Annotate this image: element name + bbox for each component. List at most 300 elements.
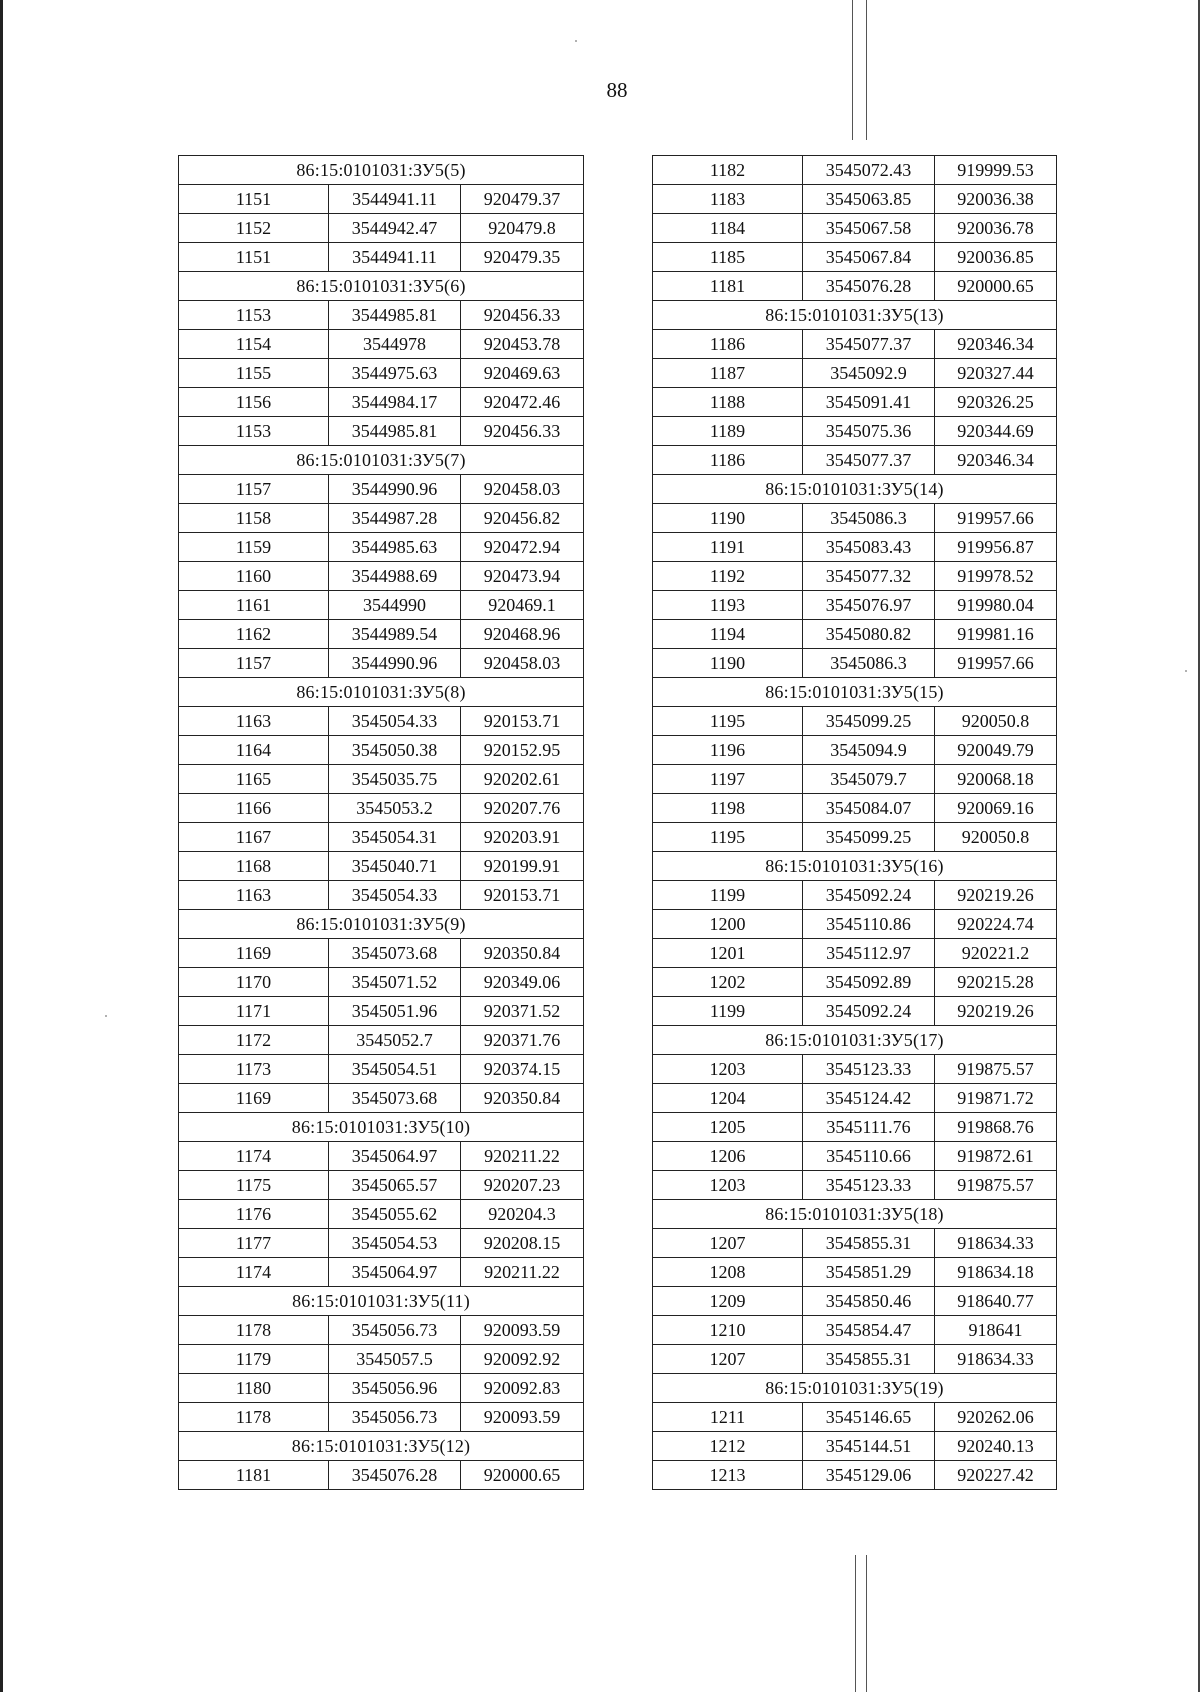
table-row [653, 1055, 1057, 1084]
point-number: 1213 [653, 1461, 803, 1490]
coordinate-y: 919875.57 [935, 1055, 1057, 1084]
coordinate-x: 3545073.68 [329, 939, 461, 968]
table-row [179, 1200, 584, 1229]
coordinate-y: 919868.76 [935, 1113, 1057, 1142]
coordinate-y: 920207.76 [461, 794, 584, 823]
coordinate-y: 919980.04 [935, 591, 1057, 620]
table-row [179, 214, 584, 243]
table-row [653, 330, 1057, 359]
table-row [179, 475, 584, 504]
parcel-id: 86:15:0101031:ЗУ5(10) [179, 1113, 584, 1142]
table-row [179, 794, 584, 823]
point-number: 1169 [179, 1084, 329, 1113]
point-number: 1152 [179, 214, 329, 243]
scan-mark-bottom [855, 1555, 856, 1692]
parcel-header-row [653, 1200, 1057, 1229]
point-number: 1186 [653, 330, 803, 359]
coordinate-x: 3545056.73 [329, 1403, 461, 1432]
coordinate-x: 3544978 [329, 330, 461, 359]
table-row [653, 359, 1057, 388]
coordinate-y: 920000.65 [935, 272, 1057, 301]
parcel-id: 86:15:0101031:ЗУ5(9) [179, 910, 584, 939]
parcel-id: 86:15:0101031:ЗУ5(18) [653, 1200, 1057, 1229]
table-row [653, 1461, 1057, 1490]
parcel-header-row [653, 475, 1057, 504]
coordinate-x: 3545854.47 [803, 1316, 935, 1345]
point-number: 1172 [179, 1026, 329, 1055]
scan-mark-bottom-2 [866, 1555, 867, 1692]
point-number: 1153 [179, 301, 329, 330]
coordinate-y: 920211.22 [461, 1258, 584, 1287]
point-number: 1178 [179, 1316, 329, 1345]
coordinate-x: 3545077.37 [803, 330, 935, 359]
table-row [179, 968, 584, 997]
table-row [179, 1345, 584, 1374]
coordinate-y: 920349.06 [461, 968, 584, 997]
table-row [179, 330, 584, 359]
table-row [653, 562, 1057, 591]
coordinate-x: 3545054.51 [329, 1055, 461, 1084]
coordinate-x: 3545111.76 [803, 1113, 935, 1142]
table-row [653, 243, 1057, 272]
coordinate-x: 3545099.25 [803, 823, 935, 852]
point-number: 1157 [179, 649, 329, 678]
coordinate-x: 3545091.41 [803, 388, 935, 417]
point-number: 1198 [653, 794, 803, 823]
coordinate-y: 918634.18 [935, 1258, 1057, 1287]
coordinate-x: 3545076.97 [803, 591, 935, 620]
table-row [179, 881, 584, 910]
coordinate-x: 3545084.07 [803, 794, 935, 823]
parcel-id: 86:15:0101031:ЗУ5(6) [179, 272, 584, 301]
coordinate-y: 920453.78 [461, 330, 584, 359]
coordinates-table-left [178, 155, 584, 1490]
point-number: 1151 [179, 185, 329, 214]
point-number: 1160 [179, 562, 329, 591]
coordinate-x: 3545092.9 [803, 359, 935, 388]
table-row [179, 1055, 584, 1084]
point-number: 1176 [179, 1200, 329, 1229]
coordinate-y: 920203.91 [461, 823, 584, 852]
parcel-id: 86:15:0101031:ЗУ5(19) [653, 1374, 1057, 1403]
coordinate-y: 920153.71 [461, 881, 584, 910]
coordinate-x: 3545057.5 [329, 1345, 461, 1374]
point-number: 1190 [653, 649, 803, 678]
coordinate-y: 920050.8 [935, 707, 1057, 736]
coordinate-y: 919957.66 [935, 649, 1057, 678]
coordinate-y: 920036.38 [935, 185, 1057, 214]
parcel-header-row [179, 910, 584, 939]
coordinate-x: 3545063.85 [803, 185, 935, 214]
coordinate-x: 3545851.29 [803, 1258, 935, 1287]
coordinate-y: 920374.15 [461, 1055, 584, 1084]
coordinate-y: 920371.52 [461, 997, 584, 1026]
coordinate-x: 3545855.31 [803, 1345, 935, 1374]
scan-mark-top [852, 0, 853, 140]
table-row [653, 185, 1057, 214]
coordinate-x: 3545067.84 [803, 243, 935, 272]
point-number: 1164 [179, 736, 329, 765]
parcel-header-row [653, 1374, 1057, 1403]
table-row [653, 591, 1057, 620]
coordinate-y: 920469.63 [461, 359, 584, 388]
point-number: 1192 [653, 562, 803, 591]
parcel-id: 86:15:0101031:ЗУ5(13) [653, 301, 1057, 330]
point-number: 1166 [179, 794, 329, 823]
coordinate-y: 920327.44 [935, 359, 1057, 388]
coordinate-y: 920344.69 [935, 417, 1057, 446]
table-row [653, 1229, 1057, 1258]
coordinate-y: 919872.61 [935, 1142, 1057, 1171]
coordinate-y: 920479.8 [461, 214, 584, 243]
table-row [653, 156, 1057, 185]
parcel-header-row [653, 301, 1057, 330]
coordinate-y: 920093.59 [461, 1316, 584, 1345]
parcel-id: 86:15:0101031:ЗУ5(16) [653, 852, 1057, 881]
coordinate-x: 3545071.52 [329, 968, 461, 997]
coordinate-x: 3545083.43 [803, 533, 935, 562]
coordinate-y: 920204.3 [461, 1200, 584, 1229]
point-number: 1195 [653, 823, 803, 852]
scan-speck [105, 1015, 107, 1017]
coordinate-y: 920153.71 [461, 707, 584, 736]
table-row [653, 881, 1057, 910]
parcel-id: 86:15:0101031:ЗУ5(17) [653, 1026, 1057, 1055]
coordinate-x: 3545123.33 [803, 1171, 935, 1200]
coordinate-x: 3545040.71 [329, 852, 461, 881]
table-row [179, 185, 584, 214]
point-number: 1207 [653, 1345, 803, 1374]
coordinate-y: 920346.34 [935, 446, 1057, 475]
coordinate-y: 920000.65 [461, 1461, 584, 1490]
coordinate-x: 3544941.11 [329, 243, 461, 272]
point-number: 1184 [653, 214, 803, 243]
point-number: 1193 [653, 591, 803, 620]
table-row [179, 417, 584, 446]
coordinate-y: 918634.33 [935, 1229, 1057, 1258]
table-row [653, 939, 1057, 968]
coordinate-x: 3545112.97 [803, 939, 935, 968]
point-number: 1199 [653, 997, 803, 1026]
table-row [179, 388, 584, 417]
table-row [653, 1142, 1057, 1171]
table-row [179, 1316, 584, 1345]
coordinate-x: 3545067.58 [803, 214, 935, 243]
coordinate-y: 920092.83 [461, 1374, 584, 1403]
coordinate-x: 3545123.33 [803, 1055, 935, 1084]
coordinate-x: 3544941.11 [329, 185, 461, 214]
table-row [653, 794, 1057, 823]
point-number: 1187 [653, 359, 803, 388]
coordinate-y: 920219.26 [935, 881, 1057, 910]
table-row [179, 1084, 584, 1113]
coordinate-y: 920458.03 [461, 649, 584, 678]
point-number: 1210 [653, 1316, 803, 1345]
coordinates-table-left-body [179, 156, 584, 1490]
coordinate-y: 919956.87 [935, 533, 1057, 562]
table-row [179, 1229, 584, 1258]
coordinate-x: 3545073.68 [329, 1084, 461, 1113]
point-number: 1163 [179, 707, 329, 736]
coordinate-x: 3545129.06 [803, 1461, 935, 1490]
point-number: 1169 [179, 939, 329, 968]
parcel-header-row [179, 272, 584, 301]
coordinate-y: 920468.96 [461, 620, 584, 649]
table-row [653, 910, 1057, 939]
parcel-header-row [179, 1432, 584, 1461]
coordinate-y: 920473.94 [461, 562, 584, 591]
point-number: 1203 [653, 1171, 803, 1200]
point-number: 1189 [653, 417, 803, 446]
coordinate-x: 3545144.51 [803, 1432, 935, 1461]
coordinate-y: 919875.57 [935, 1171, 1057, 1200]
coordinate-y: 920092.92 [461, 1345, 584, 1374]
point-number: 1153 [179, 417, 329, 446]
coordinate-y: 919981.16 [935, 620, 1057, 649]
coordinate-x: 3545094.9 [803, 736, 935, 765]
coordinate-y: 920224.74 [935, 910, 1057, 939]
point-number: 1206 [653, 1142, 803, 1171]
scan-speck [1185, 670, 1187, 672]
coordinate-x: 3545054.53 [329, 1229, 461, 1258]
table-row [179, 1374, 584, 1403]
table-row [653, 997, 1057, 1026]
coordinate-y: 920093.59 [461, 1403, 584, 1432]
coordinate-x: 3544990.96 [329, 475, 461, 504]
table-row [179, 1171, 584, 1200]
table-row [179, 359, 584, 388]
point-number: 1196 [653, 736, 803, 765]
table-row [179, 243, 584, 272]
coordinate-x: 3545092.89 [803, 968, 935, 997]
point-number: 1203 [653, 1055, 803, 1084]
point-number: 1167 [179, 823, 329, 852]
coordinate-y: 920227.42 [935, 1461, 1057, 1490]
table-row [179, 1142, 584, 1171]
coordinate-y: 920202.61 [461, 765, 584, 794]
table-row [653, 1084, 1057, 1113]
point-number: 1212 [653, 1432, 803, 1461]
parcel-id: 86:15:0101031:ЗУ5(12) [179, 1432, 584, 1461]
coordinate-y: 920350.84 [461, 939, 584, 968]
coordinate-x: 3545072.43 [803, 156, 935, 185]
table-row [653, 533, 1057, 562]
coordinate-y: 920036.85 [935, 243, 1057, 272]
parcel-id: 86:15:0101031:ЗУ5(8) [179, 678, 584, 707]
table-row [653, 214, 1057, 243]
point-number: 1202 [653, 968, 803, 997]
table-row [653, 1432, 1057, 1461]
table-row [179, 707, 584, 736]
coordinate-y: 918640.77 [935, 1287, 1057, 1316]
parcel-header-row [179, 1113, 584, 1142]
table-row [179, 1258, 584, 1287]
table-row [179, 823, 584, 852]
coordinate-x: 3545054.33 [329, 881, 461, 910]
coordinates-table-right [652, 155, 1057, 1490]
table-row [653, 1403, 1057, 1432]
point-number: 1154 [179, 330, 329, 359]
coordinate-y: 920199.91 [461, 852, 584, 881]
coordinate-x: 3545086.3 [803, 649, 935, 678]
coordinate-x: 3544990 [329, 591, 461, 620]
coordinate-x: 3545064.97 [329, 1258, 461, 1287]
coordinate-x: 3545055.62 [329, 1200, 461, 1229]
table-row [653, 388, 1057, 417]
coordinate-y: 919871.72 [935, 1084, 1057, 1113]
coordinate-x: 3544985.81 [329, 301, 461, 330]
table-row [653, 736, 1057, 765]
coordinate-x: 3545146.65 [803, 1403, 935, 1432]
coordinate-x: 3545077.37 [803, 446, 935, 475]
point-number: 1195 [653, 707, 803, 736]
table-row [179, 533, 584, 562]
coordinate-y: 920472.94 [461, 533, 584, 562]
table-row [179, 301, 584, 330]
point-number: 1197 [653, 765, 803, 794]
coordinate-y: 920219.26 [935, 997, 1057, 1026]
point-number: 1156 [179, 388, 329, 417]
point-number: 1200 [653, 910, 803, 939]
table-row [653, 649, 1057, 678]
point-number: 1181 [179, 1461, 329, 1490]
scan-left-border [0, 0, 3, 1692]
parcel-id: 86:15:0101031:ЗУ5(7) [179, 446, 584, 475]
table-row [653, 620, 1057, 649]
coordinate-y: 920472.46 [461, 388, 584, 417]
coordinate-y: 919978.52 [935, 562, 1057, 591]
parcel-id: 86:15:0101031:ЗУ5(15) [653, 678, 1057, 707]
coordinate-y: 920215.28 [935, 968, 1057, 997]
parcel-header-row [179, 446, 584, 475]
table-row [179, 1026, 584, 1055]
coordinate-x: 3545035.75 [329, 765, 461, 794]
coordinate-y: 920371.76 [461, 1026, 584, 1055]
point-number: 1211 [653, 1403, 803, 1432]
table-row [179, 620, 584, 649]
coordinate-x: 3545092.24 [803, 881, 935, 910]
table-row [179, 997, 584, 1026]
parcel-header-row [653, 1026, 1057, 1055]
coordinate-x: 3545079.7 [803, 765, 935, 794]
table-row [653, 272, 1057, 301]
coordinate-x: 3544985.63 [329, 533, 461, 562]
point-number: 1204 [653, 1084, 803, 1113]
coordinate-x: 3544990.96 [329, 649, 461, 678]
coordinate-y: 920262.06 [935, 1403, 1057, 1432]
table-row [179, 765, 584, 794]
coordinate-y: 920456.33 [461, 301, 584, 330]
table-row [653, 1287, 1057, 1316]
coordinate-y: 919957.66 [935, 504, 1057, 533]
point-number: 1205 [653, 1113, 803, 1142]
point-number: 1155 [179, 359, 329, 388]
page-number: 88 [606, 78, 628, 102]
table-row [653, 823, 1057, 852]
coordinate-x: 3545110.86 [803, 910, 935, 939]
parcel-header-row [179, 1287, 584, 1316]
point-number: 1191 [653, 533, 803, 562]
coordinate-y: 920036.78 [935, 214, 1057, 243]
point-number: 1180 [179, 1374, 329, 1403]
point-number: 1163 [179, 881, 329, 910]
coordinate-y: 920221.2 [935, 939, 1057, 968]
point-number: 1170 [179, 968, 329, 997]
scan-speck [575, 40, 577, 42]
coordinate-y: 920456.33 [461, 417, 584, 446]
coordinate-x: 3545855.31 [803, 1229, 935, 1258]
coordinate-x: 3545053.2 [329, 794, 461, 823]
coordinate-y: 920479.35 [461, 243, 584, 272]
table-row [653, 1171, 1057, 1200]
coordinate-x: 3545076.28 [329, 1461, 461, 1490]
scan-mark-top-2 [866, 0, 867, 140]
point-number: 1174 [179, 1142, 329, 1171]
parcel-header-row [179, 156, 584, 185]
coordinate-x: 3545076.28 [803, 272, 935, 301]
point-number: 1199 [653, 881, 803, 910]
point-number: 1175 [179, 1171, 329, 1200]
table-row [653, 1345, 1057, 1374]
point-number: 1177 [179, 1229, 329, 1258]
coordinate-x: 3545075.36 [803, 417, 935, 446]
coordinate-y: 920069.16 [935, 794, 1057, 823]
point-number: 1179 [179, 1345, 329, 1374]
table-row [179, 562, 584, 591]
coordinate-x: 3544984.17 [329, 388, 461, 417]
coordinate-x: 3544987.28 [329, 504, 461, 533]
point-number: 1173 [179, 1055, 329, 1084]
table-row [653, 446, 1057, 475]
coordinate-x: 3545077.32 [803, 562, 935, 591]
coordinate-y: 920350.84 [461, 1084, 584, 1113]
point-number: 1174 [179, 1258, 329, 1287]
point-number: 1157 [179, 475, 329, 504]
coordinate-y: 920326.25 [935, 388, 1057, 417]
parcel-id: 86:15:0101031:ЗУ5(5) [179, 156, 584, 185]
point-number: 1186 [653, 446, 803, 475]
coordinate-y: 920207.23 [461, 1171, 584, 1200]
table-row [653, 707, 1057, 736]
coordinate-y: 920346.34 [935, 330, 1057, 359]
point-number: 1201 [653, 939, 803, 968]
table-row [179, 591, 584, 620]
coordinate-y: 920479.37 [461, 185, 584, 214]
coordinate-x: 3545056.96 [329, 1374, 461, 1403]
table-row [653, 1316, 1057, 1345]
table-row [653, 1113, 1057, 1142]
table-row [653, 968, 1057, 997]
table-row [179, 504, 584, 533]
coordinate-x: 3544988.69 [329, 562, 461, 591]
point-number: 1161 [179, 591, 329, 620]
coordinate-y: 920208.15 [461, 1229, 584, 1258]
coordinate-x: 3545051.96 [329, 997, 461, 1026]
point-number: 1190 [653, 504, 803, 533]
coordinate-y: 920049.79 [935, 736, 1057, 765]
coordinate-y: 920458.03 [461, 475, 584, 504]
table-row [653, 765, 1057, 794]
coordinate-x: 3545050.38 [329, 736, 461, 765]
table-row [179, 1461, 584, 1490]
coordinate-x: 3545124.42 [803, 1084, 935, 1113]
point-number: 1185 [653, 243, 803, 272]
coordinate-x: 3545052.7 [329, 1026, 461, 1055]
coordinate-x: 3545080.82 [803, 620, 935, 649]
parcel-id: 86:15:0101031:ЗУ5(11) [179, 1287, 584, 1316]
point-number: 1168 [179, 852, 329, 881]
coordinate-x: 3544985.81 [329, 417, 461, 446]
